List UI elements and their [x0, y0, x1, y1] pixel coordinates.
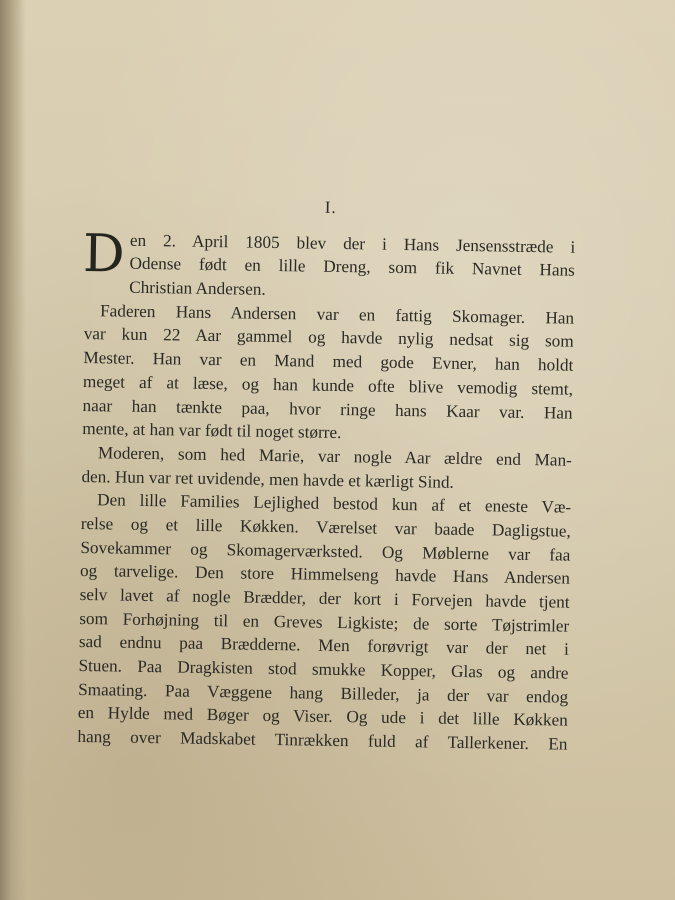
text-line: mente, at han var født til noget større. — [82, 419, 342, 443]
text-line: Stuen. Paa Dragkisten stod smukke Kopper, Glas og andre — [78, 656, 569, 683]
binding-edge — [0, 0, 26, 900]
text-line: Sovekammer og Skomagerværksted. Og Møblerne var faa — [80, 537, 571, 565]
text-line: og tarvelige. Den store Himmelseng havde Hans Andersen — [79, 561, 571, 588]
text-block — [77, 192, 576, 756]
text-line: sad endnu paa Brædderne. Men forøvrigt var der net i — [78, 632, 570, 660]
text-line: hang over Madskabet Tinrækken fuld af Tallerkener. En — [77, 727, 568, 754]
text-line: Mester. Han var en Mand med gode Evner, han holdt — [83, 348, 574, 375]
text-line: var kun 22 Aar gammel og havde nylig nedsat sig som — [83, 324, 574, 352]
text-line: selv lavet af nogle Brædder, der kort i Forvejen havde tjent — [79, 584, 570, 612]
paragraph-3 — [81, 441, 572, 496]
paragraph-4 — [77, 488, 571, 756]
text-line: Faderen Hans Andersen var en fattig Skomager. Han — [99, 301, 575, 328]
text-line: Smaating. Paa Væggene hang Billeder, ja der var endog — [78, 679, 569, 707]
chapter-number: I. — [324, 197, 337, 217]
text-line: Odense født en lille Dreng, som fik Navnet Hans — [129, 254, 575, 281]
paragraph-1 — [82, 223, 576, 307]
text-line: som Forhøjning til en Greves Ligkiste; de sorte Tøjstrimler — [79, 608, 570, 636]
text-line: en 2. April 1805 blev der i Hans Jensensstræde i — [129, 230, 576, 257]
text-line: Moderen, som hed Marie, var nogle Aar ældre end Man- — [97, 443, 572, 470]
drop-cap: D — [82, 223, 126, 285]
paragraph-2 — [82, 299, 574, 449]
text-line: en Hylde med Bøger og Viser. Og ude i det lille Køkken — [77, 703, 568, 731]
text-line: Den lille Families Lejlighed bestod kun af et eneste Væ- — [97, 490, 572, 517]
text-line: Christian Andersen. — [129, 277, 266, 299]
text-line: naar han tænkte paa, hvor ringe hans Kaar var. Han — [82, 395, 573, 423]
text-line: meget af at læse, og han kunde ofte blive vemodig stemt, — [82, 371, 574, 399]
text-line: den. Hun var ret uvidende, men havde et kærligt Sind. — [81, 466, 454, 492]
text-line: relse og et lille Køkken. Værelset var baade Dagligstue, — [80, 513, 571, 541]
